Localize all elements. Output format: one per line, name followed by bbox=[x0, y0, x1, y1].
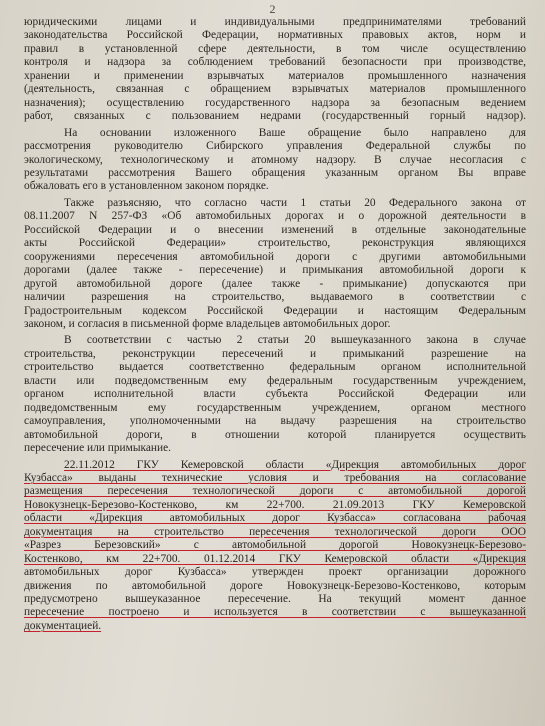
text-line: власти или подведомственным ему федеральным государственным учреждением, bbox=[24, 374, 526, 387]
text-line: правил в установленной сфере деятельности, в том числе осуществлению bbox=[24, 42, 526, 55]
text-line-underlined: Кузбасса» выданы технические условия и требования на согласование bbox=[24, 471, 526, 484]
text-line-underlined: документацией. bbox=[24, 619, 102, 632]
text-line: подведомственным ему государственным учреждением, органом местного bbox=[24, 401, 526, 414]
text-line: дорогами (далее также - пересечение) и примыкания автомобильной дороги к bbox=[24, 264, 526, 277]
text-line: экологическому, технологическому и атомному надзору. В случае несогласия с bbox=[24, 153, 526, 166]
text-line: самоуправления, уполномоченными на выдачу разрешения на строительство bbox=[24, 415, 526, 428]
text-line: хранении и применении взрывчатых материалов промышленного назначения bbox=[24, 69, 526, 82]
paragraph-crossing-history bbox=[24, 459, 526, 634]
text-line-underlined: размещения пересечения технологической дороги с автомобильной дорогой bbox=[24, 485, 526, 498]
text-line: наличии разрешения на строительство, выдаваемого в соответствии с bbox=[24, 291, 526, 304]
text-line: контроля и надзора за соблюдением требований безопасности при производстве, bbox=[24, 56, 526, 69]
text-line: законодательства Российской Федерации, нормативных правовых актов, норм и bbox=[24, 29, 526, 42]
text-line: строительство выдается соответственно федеральным органом исполнительной bbox=[24, 361, 526, 374]
text-line: рассмотрения руководителю Сибирского управления Федеральной службы по bbox=[24, 140, 526, 153]
text-line-underlined: «Разрез Березовский» с автомобильной дорогой Новокузнецк-Березово- bbox=[24, 539, 526, 552]
text-line: предусмотрено вышеуказанное пересечение. На текущий момент данное bbox=[24, 593, 526, 606]
text-line: Российской Федерации и о внесении изменений в отдельные законодательные bbox=[24, 223, 526, 236]
text-line: Также разъясняю, что согласно части 1 статьи 20 Федерального закона от bbox=[64, 196, 526, 209]
text-line: органом исполнительной власти субъекта Российской Федерации или bbox=[24, 388, 526, 401]
text-line: другой автомобильной дороге (далее также - примыкание) допускаются при bbox=[24, 277, 526, 290]
page-number: 2 bbox=[269, 2, 276, 16]
text-line: работ, связанных с пользованием недрами (государственный горный надзор). bbox=[24, 110, 526, 123]
text-line: юридическими лицами и индивидуальными предпринимателями требований bbox=[24, 16, 526, 28]
text-line-underlined: Новокузнецк-Березово-Костенково, км 22+700. 21.09.2013 ГКУ Кемеровской bbox=[24, 498, 526, 511]
text-line: автомобильных дорог Кузбасса» утвержден проект организации дорожного bbox=[24, 566, 526, 579]
paragraph-supervision-scope bbox=[24, 16, 526, 124]
text-line: пересечение или примыкание. bbox=[24, 442, 172, 455]
text-line: В соответствии с частью 2 статьи 20 вышеуказанного закона в случае bbox=[64, 334, 526, 347]
text-line: назначения); осуществлению государственного надзора за безопасным ведением bbox=[24, 96, 526, 109]
paragraph-law-part-1 bbox=[24, 197, 526, 332]
letter-body bbox=[24, 16, 526, 633]
text-line: На основании изложенного Ваше обращение было направлено для bbox=[64, 126, 526, 139]
text-line: обжаловать его в установленном законом порядке. bbox=[24, 180, 269, 193]
text-line: Градостроительным кодексом Российской Федерации и настоящим Федеральным bbox=[24, 304, 526, 317]
text-line: строительства, реконструкции пересечений и примыканий разрешение на bbox=[24, 347, 526, 360]
paragraph-redirect bbox=[24, 127, 526, 194]
text-line: законом, и согласия в письменной форме владельцев автомобильных дорог. bbox=[24, 317, 391, 330]
text-line: сооружениями пересечения автомобильной дороги с другими автомобильными bbox=[24, 250, 526, 263]
text-line-underlined: Костенково, км 22+700. 01.12.2014 ГКУ Кемеровской области «Дирекция bbox=[24, 552, 526, 565]
paragraph-law-part-2 bbox=[24, 334, 526, 455]
text-line-underlined: пересечение построено и используется в соответствии с вышеуказанной bbox=[24, 606, 526, 619]
text-line-underlined: области «Дирекция автомобильных дорог Кузбасса» согласована рабочая bbox=[24, 512, 526, 525]
text-line: движения по автомобильной дороге Новокузнецк-Березово-Костенково, которым bbox=[24, 579, 526, 592]
text-line: акты Российской Федерации» строительство, реконструкция являющихся bbox=[24, 237, 526, 250]
text-line: 08.11.2007 N 257-ФЗ «Об автомобильных дорогах и о дорожной деятельности в bbox=[24, 210, 526, 223]
text-line-underlined: документация на строительство пересечения технологической дороги ООО bbox=[24, 525, 526, 538]
text-line-underlined: 22.11.2012 ГКУ Кемеровской области «Дирекция автомобильных дорог bbox=[64, 458, 526, 471]
text-line: результатами рассмотрения Вашего обращения указанным органом Вы вправе bbox=[24, 166, 526, 179]
text-line: автомобильной дороги, в отношении которой планируется осуществить bbox=[24, 428, 526, 441]
text-line: (деятельность, связанная с обращением взрывчатых материалов промышленного bbox=[24, 83, 526, 96]
